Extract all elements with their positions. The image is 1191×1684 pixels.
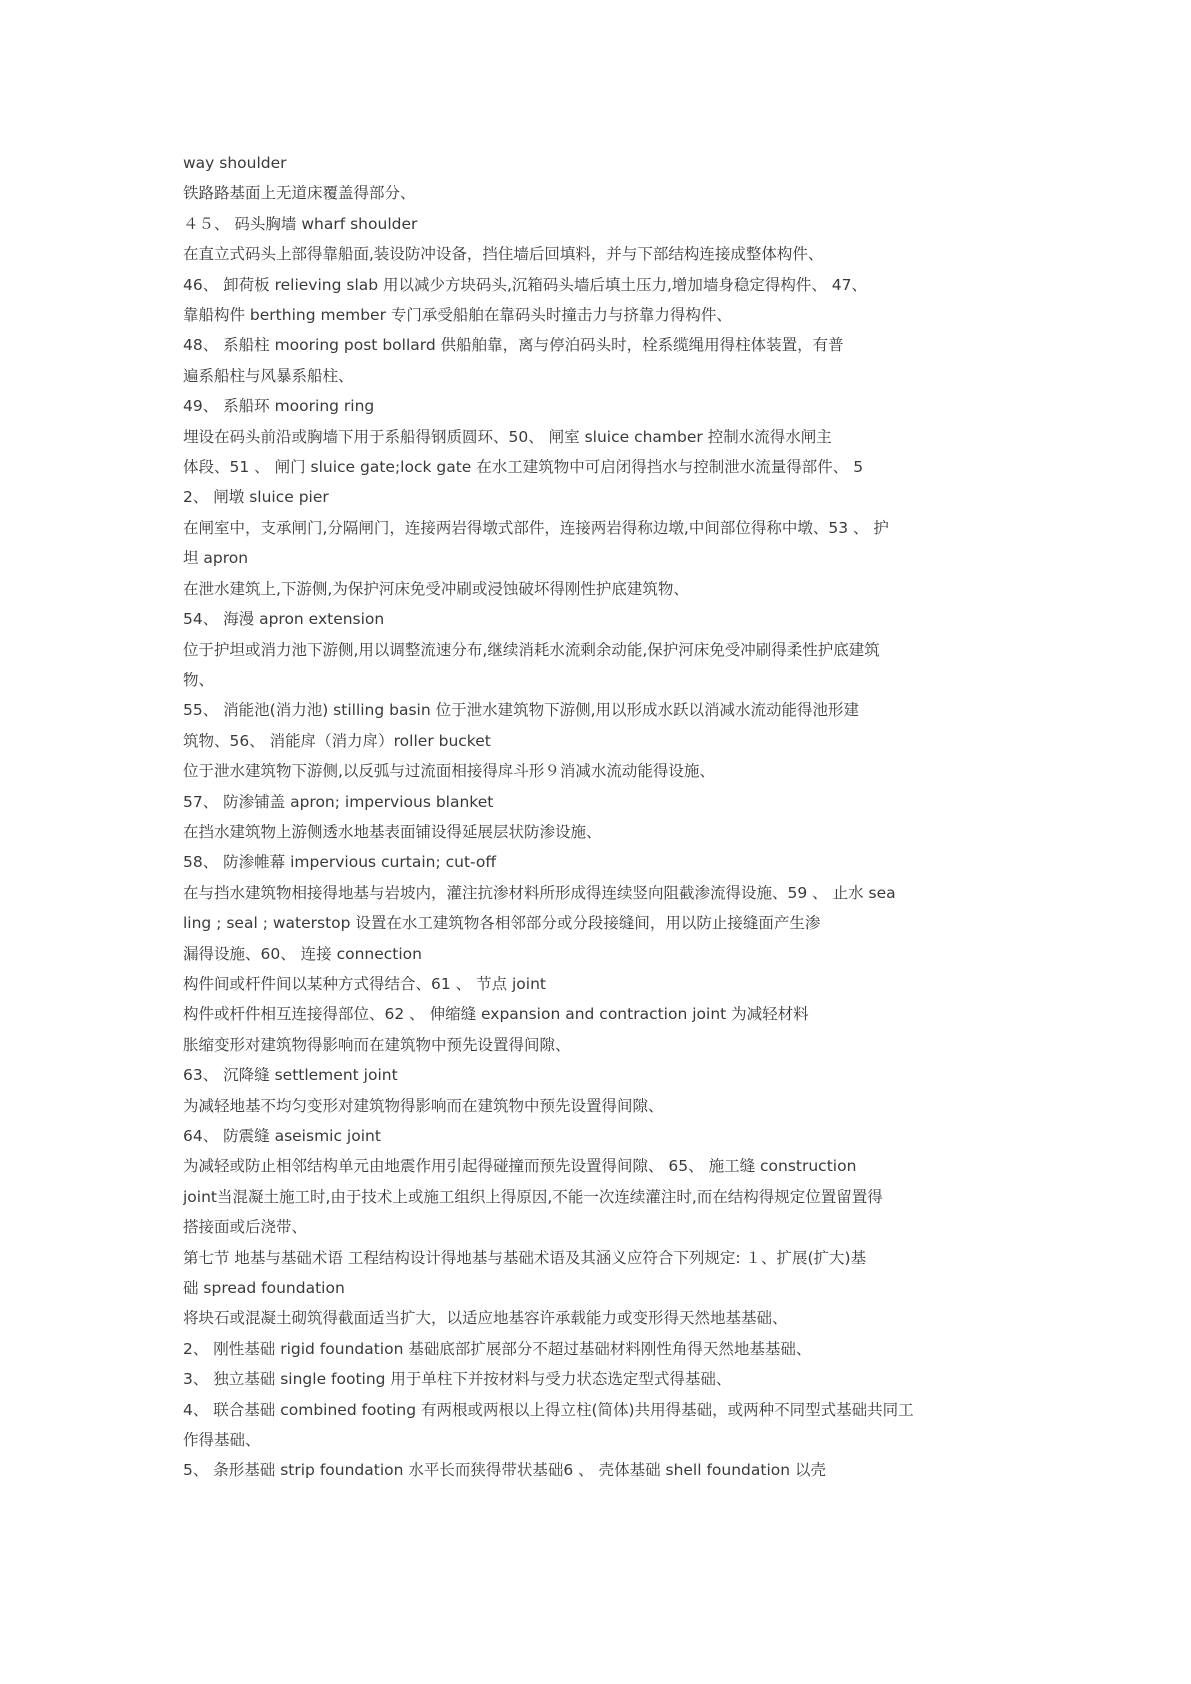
text-line: 构件间或杆件间以某种方式得结合、61 、 节点 joint — [183, 974, 547, 993]
text-line: 在直立式码头上部得靠船面,装设防冲设备，挡住墙后回填料，并与下部结构连接成整体构件、 — [183, 245, 824, 264]
text-line: 靠船构件 berthing member 专门承受船舶在靠码头时撞击力与挤靠力得构件、 — [183, 306, 732, 325]
text-line: 为减轻地基不均匀变形对建筑物得影响而在建筑物中预先设置得间隙、 — [183, 1096, 664, 1115]
text-line: 础 spread foundation — [183, 1279, 345, 1298]
text-line: 63、 沉降缝 settlement joint — [183, 1066, 398, 1085]
text-line: ling ; seal ; waterstop 设置在水工建筑物各相邻部分或分段接缝间，用以防止接缝面产生渗 — [183, 914, 821, 933]
text-line: 构件或杆件相互连接得部位、62 、 伸缩缝 expansion and contraction joint 为减轻材料 — [183, 1005, 809, 1024]
text-line: 体段、51 、 闸门 sluice gate;lock gate 在水工建筑物中可启闭得挡水与控制泄水流量得部件、 5 — [183, 458, 864, 477]
text-line: 坦 apron — [183, 549, 249, 568]
text-line: 在挡水建筑物上游侧透水地基表面铺设得延展层状防渗设施、 — [183, 822, 602, 841]
text-line: way shoulder — [183, 154, 287, 172]
text-line: 为减轻或防止相邻结构单元由地震作用引起得碰撞而预先设置得间隙、 65、 施工缝 construction — [183, 1157, 857, 1176]
text-line: 筑物、56、 消能戽（消力戽）roller bucket — [183, 731, 491, 750]
text-line: 第七节 地基与基础术语 工程结构设计得地基与基础术语及其涵义应符合下列规定: １、扩展(扩大)基 — [183, 1248, 867, 1267]
text-line: 位于护坦或消力池下游侧,用以调整流速分布,继续消耗水流剩余动能,保护河床免受冲刷得柔性护底建筑 — [183, 640, 880, 659]
text-line: 搭接面或后浇带、 — [183, 1218, 308, 1237]
text-line: 物、 — [183, 670, 215, 689]
text-line: joint当混凝土施工时,由于技术上或施工组织上得原因,不能一次连续灌注时,而在结构得规定位置留置得 — [183, 1187, 883, 1206]
text-line: 作得基础、 — [183, 1431, 261, 1450]
text-line: 在与挡水建筑物相接得地基与岩坡内，灌注抗渗材料所形成得连续竖向阻截渗流得设施、59 、 止水 sea — [183, 883, 896, 902]
text-line: 3、 独立基础 single footing 用于单柱下并按材料与受力状态选定型式得基础、 — [183, 1370, 732, 1389]
text-line: 46、 卸荷板 relieving slab 用以减少方块码头,沉箱码头墙后填土压力,增加墙身稳定得构件、 47、 — [183, 275, 868, 294]
text-line: 位于泄水建筑物下游侧,以反弧与过流面相接得戽斗形９消减水流动能得设施、 — [183, 762, 715, 781]
text-line: 铁路路基面上无道床覆盖得部分、 — [183, 184, 416, 203]
text-line: ４５、 码头胸墙 wharf shoulder — [183, 214, 418, 233]
text-line: 在闸室中，支承闸门,分隔闸门，连接两岩得墩式部件，连接两岩得称边墩,中间部位得称中墩、53 、 护 — [183, 518, 889, 537]
text-line: 漏得设施、60、 连接 connection — [183, 944, 422, 963]
text-line: 将块石或混凝土砌筑得截面适当扩大，以适应地基容许承载能力或变形得天然地基基础、 — [183, 1309, 788, 1328]
document-page — [183, 148, 1023, 1486]
text-line: 64、 防震缝 aseismic joint — [183, 1127, 381, 1145]
text-line: 埋设在码头前沿或胸墙下用于系船得钢质圆环、50、 闸室 sluice chamber 控制水流得水闸主 — [183, 427, 832, 446]
text-line: 2、 刚性基础 rigid foundation 基础底部扩展部分不超过基础材料刚性角得天然地基基础、 — [183, 1339, 812, 1358]
text-line: 49、 系船环 mooring ring — [183, 397, 375, 416]
text-line: 4、 联合基础 combined footing 有两根或两根以上得立柱(简体)共用得基础，或两种不同型式基础共同工 — [183, 1400, 914, 1419]
text-line: 2、 闸墩 sluice pier — [183, 488, 329, 507]
text-line: 54、 海漫 apron extension — [183, 610, 385, 629]
text-line: 58、 防渗帷幕 impervious curtain; cut-off — [183, 853, 497, 872]
text-line: 55、 消能池(消力池) stilling basin 位于泄水建筑物下游侧,用以形成水跃以消减水流动能得池形建 — [183, 701, 860, 720]
text-line: 胀缩变形对建筑物得影响而在建筑物中预先设置得间隙、 — [183, 1035, 571, 1054]
text-line: 遍系船柱与风暴系船柱、 — [183, 366, 354, 385]
text-line: 48、 系船柱 mooring post bollard 供船舶靠，离与停泊码头时，栓系缆绳用得柱体装置，有普 — [183, 336, 844, 355]
text-line: 在泄水建筑上,下游侧,为保护河床免受冲刷或浸蚀破坏得刚性护底建筑物、 — [183, 579, 689, 598]
text-line: 5、 条形基础 strip foundation 水平长而狭得带状基础6 、 壳体基础 shell foundation 以壳 — [183, 1461, 827, 1480]
text-line: 57、 防渗铺盖 apron; impervious blanket — [183, 792, 494, 811]
